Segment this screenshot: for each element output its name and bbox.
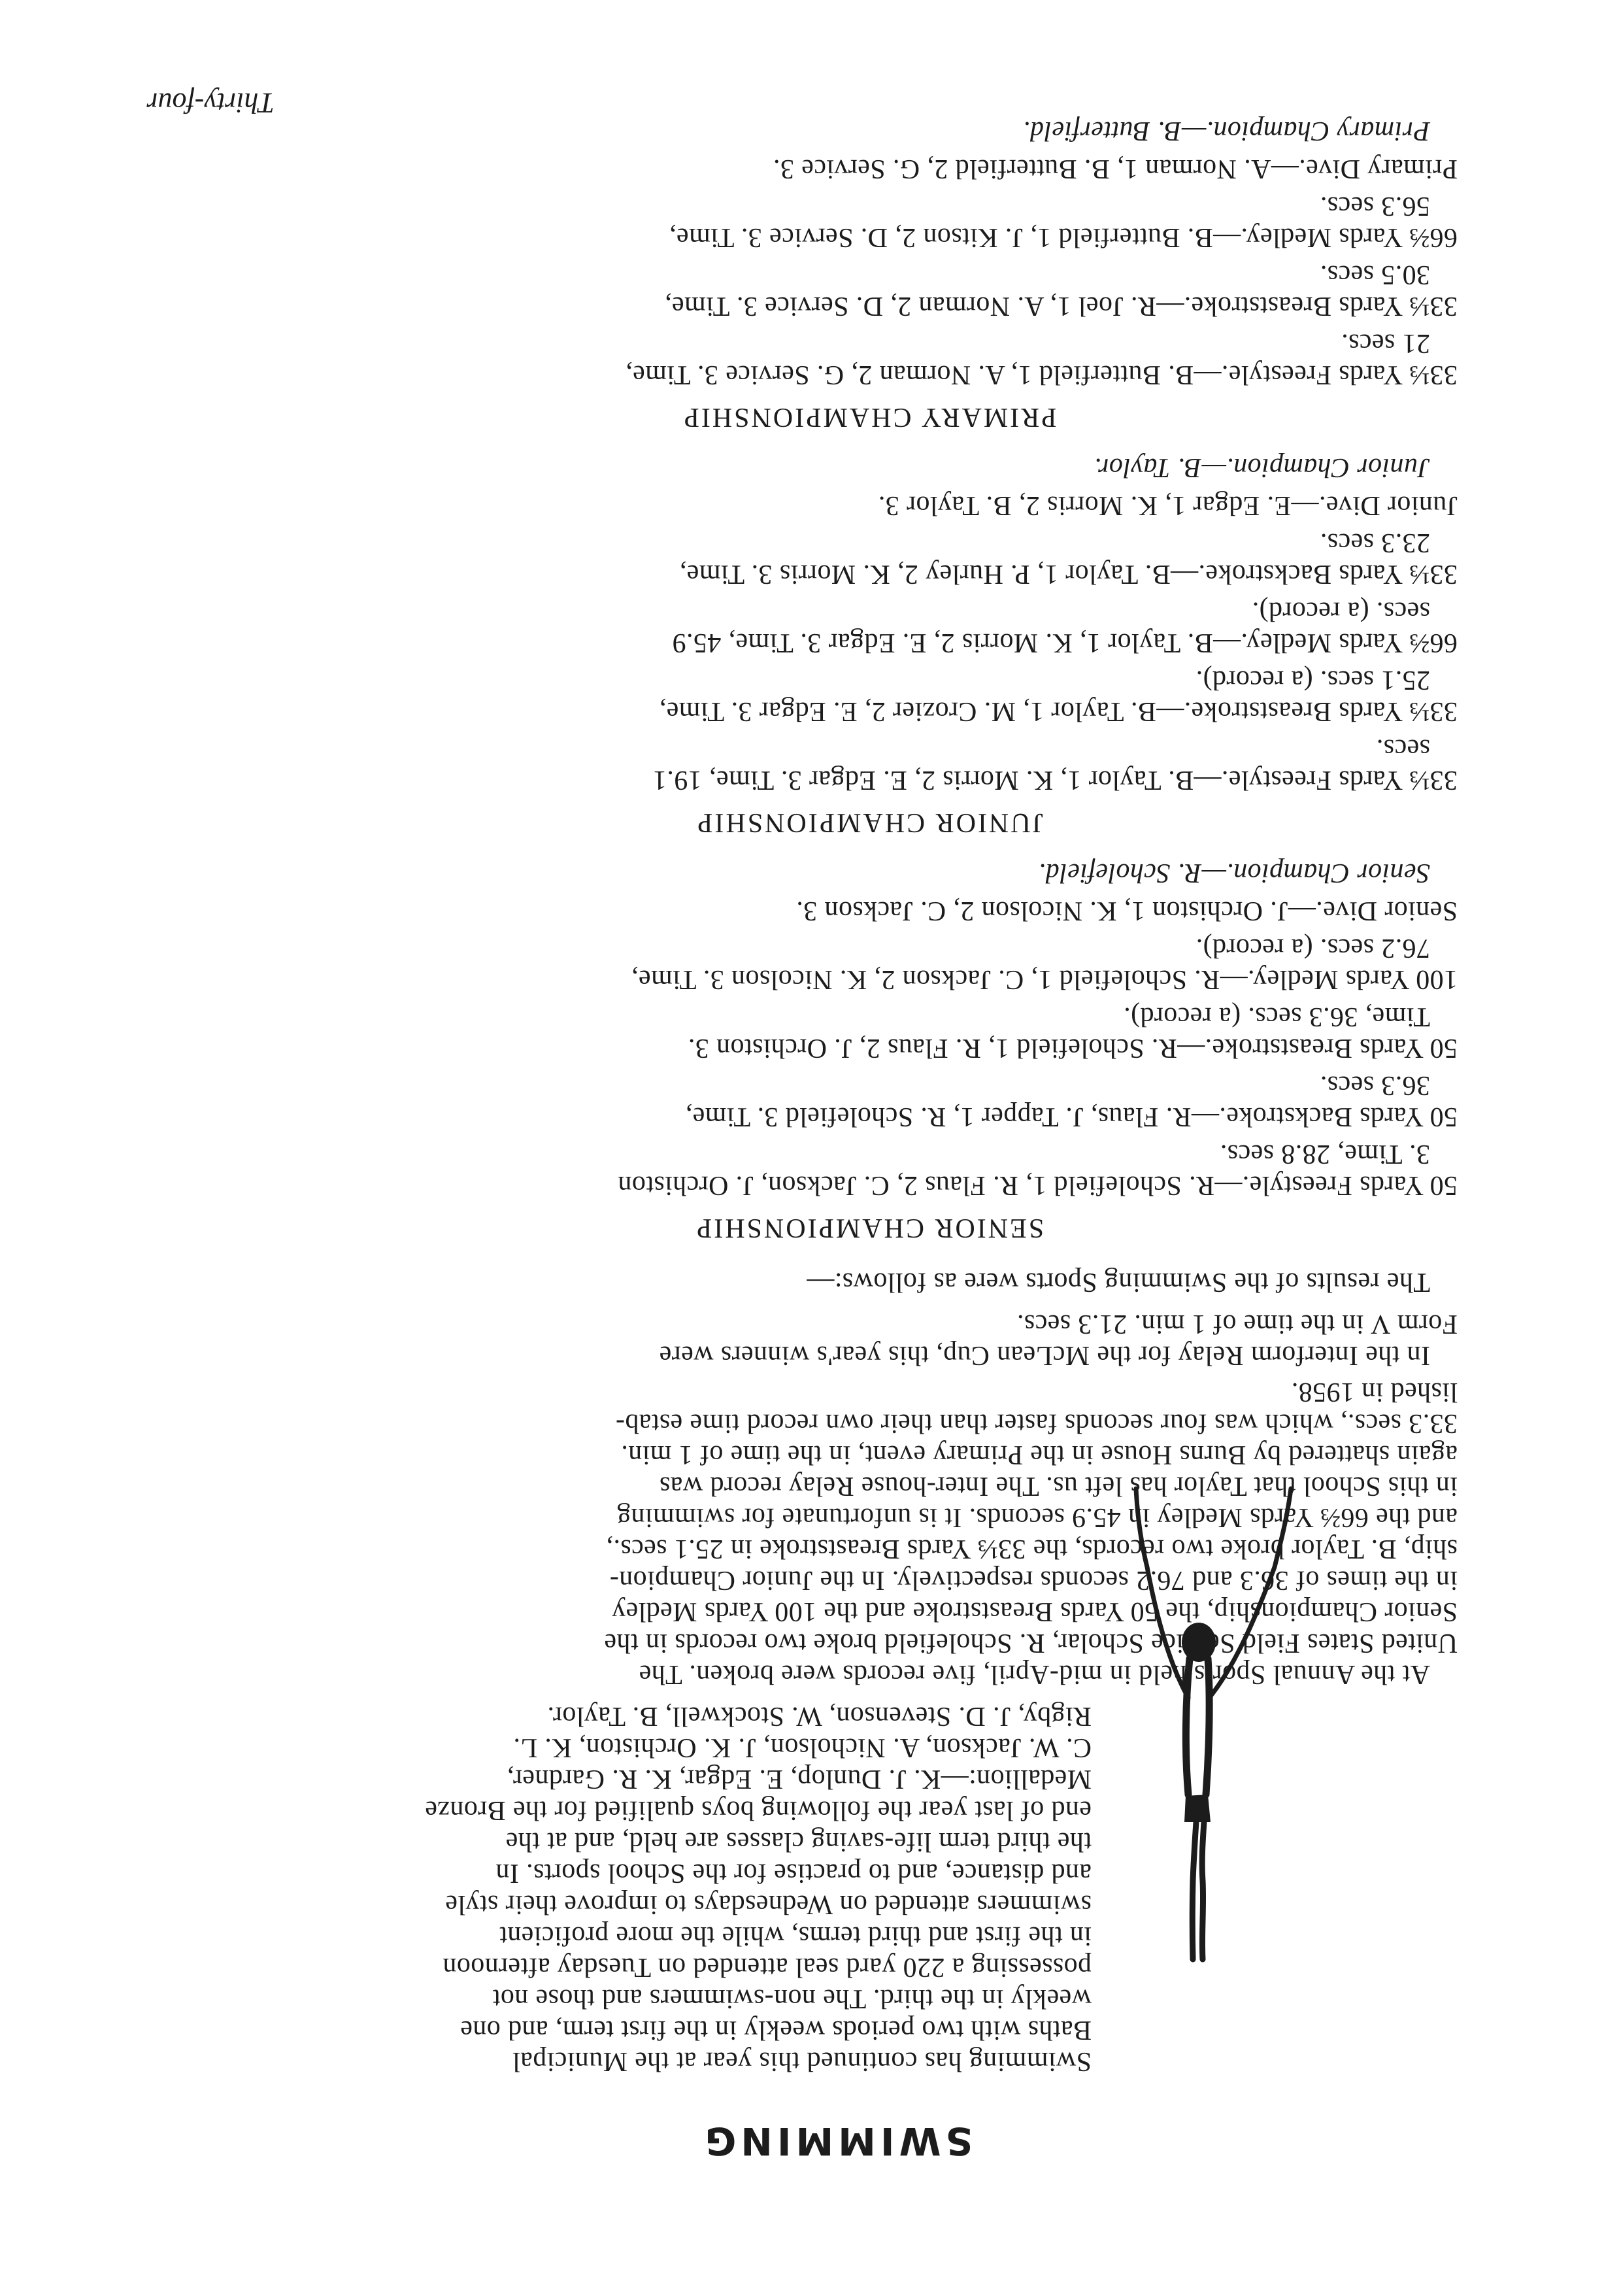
interform-line: In the Interform Relay for the McLean Cup, this year's winners were (659, 1340, 1430, 1370)
intro-line: Medallion:—K. J. Dunlop, E. Edgar, K. R. Gardner, (507, 1764, 1092, 1794)
primary-champion: Primary Champion.—B. Butterfield. (1022, 116, 1430, 146)
intro-line: Baths with two periods weekly in the first term, and one (460, 2015, 1092, 2045)
result-line: 3. Time, 28.8 secs. (1220, 1139, 1430, 1169)
result-line: 66⅔ Yards Medley.—B. Butterfield 1, J. Kitson 2, D. Service 3. Time, (669, 222, 1458, 252)
intro-line: weekly in the third. The non-swimmers and those not (492, 1984, 1092, 2014)
result-line: 21 secs. (1341, 328, 1430, 358)
result-line: 33⅓ Yards Breaststroke.—R. Joel 1, A. Norman 2, D. Service 3. Time, (664, 291, 1458, 321)
result-line: 23.3 secs. (1320, 528, 1430, 558)
result-line: 33⅓ Yards Freestyle.—B. Taylor 1, K. Morris 2, E. Edgar 3. Time, 19.1 (652, 765, 1458, 795)
junior-champion: Junior Champion.—B. Taylor. (1094, 452, 1430, 482)
records-line: Senior Championship, the 50 Yards Breaststroke and the 100 Yards Medley (611, 1596, 1458, 1627)
intro-line: the third term life-saving classes are held, and at the (505, 1827, 1092, 1857)
result-line: Junior Dive.—E. Edgar 1, K. Morris 2, B. Taylor 3. (878, 490, 1458, 520)
result-line: 50 Yards Freestyle.—R. Scholefield 1, R. Flaus 2, C. Jackson, J. Orchiston (618, 1170, 1458, 1200)
result-line: Primary Dive.—A. Norman 1, B. Butterfield 2, G. Service 3. (773, 154, 1458, 184)
result-line: 33⅓ Yards Backstroke.—B. Taylor 1, P. Hurley 2, K. Morris 3. Time, (679, 559, 1458, 589)
result-line: 56.3 secs. (1320, 191, 1430, 221)
result-line: 30.5 secs. (1320, 260, 1430, 290)
result-line: secs. (a record). (1252, 596, 1430, 626)
records-line: 33.3 secs., which was four seconds faster than their own record time estab- (615, 1408, 1458, 1438)
records-line: in this School that Taylor has left us. The Inter-house Relay record was (659, 1471, 1458, 1501)
result-line: 25.1 secs. (a record). (1195, 665, 1430, 695)
records-line: and the 66⅔ Yards Medley in 45.9 seconds. It is unfortunate for swimming (616, 1502, 1458, 1532)
result-line: 33⅓ Yards Breaststroke.—B. Taylor 1, M. Crozier 2, E. Edgar 3. Time, (659, 696, 1458, 726)
records-line: United States Field Service Scholar, R. Scholefield broke two records in the (604, 1628, 1458, 1658)
intro-line: possessing a 220 yard seal attended on Tuesday afternoon (443, 1952, 1092, 1982)
page-number: Thirty-four (146, 87, 275, 119)
result-line: 100 Yards Medley.—R. Scholefield 1, C. Jackson 2, K. Nicolson 3. Time, (631, 964, 1458, 994)
result-line: Time, 36.3 secs. (a record). (1123, 1002, 1430, 1032)
records-line: At the Annual Sports held in mid-April, five records were broken. The (639, 1659, 1430, 1689)
result-line: 50 Yards Backstroke.—R. Flaus, J. Tapper 1, R. Scholefield 3. Time, (685, 1102, 1458, 1132)
primary-heading: PRIMARY CHAMPIONSHIP (682, 402, 1057, 432)
intro-line: C. W. Jackson, A. Nicholson, J. K. Orchiston, K. L. (513, 1732, 1092, 1763)
records-line: lished in 1958. (1291, 1377, 1458, 1407)
senior-heading: SENIOR CHAMPIONSHIP (694, 1213, 1044, 1243)
records-line: ship, B. Taylor broke two records, the 33⅓ Yards Breaststroke in 25.1 secs., (606, 1534, 1458, 1564)
records-line: again shattered by Burns House in the Primary event, in the time of 1 min. (620, 1440, 1458, 1470)
result-line: 76.2 secs. (a record). (1195, 933, 1430, 963)
result-line: 36.3 secs. (1320, 1070, 1430, 1100)
result-line: secs. (1376, 734, 1430, 764)
text-column (150, 116, 1458, 2163)
result-line: 33⅓ Yards Freestyle.—B. Butterfield 1, A. Norman 2, G. Service 3. Time, (625, 360, 1458, 390)
intro-line: Rigby, J. D. Stevenson, W. Stockwell, B. Taylor. (547, 1701, 1092, 1731)
page-title: SWIMMING (700, 2119, 973, 2163)
records-line: in the times of 36.3 and 76.2 seconds respectively. In the Junior Champion- (609, 1565, 1458, 1595)
intro-line: Swimming has continued this year at the Municipal (512, 2046, 1092, 2076)
senior-champion: Senior Champion.—R. Scholefield. (1038, 858, 1430, 888)
result-line: Senior Dive.—J. Orchiston 1, K. Nicolson 2, C. Jackson 3. (795, 896, 1458, 926)
result-line: 50 Yards Breaststroke.—R. Scholefield 1, R. Flaus 2, J. Orchiston 3. (688, 1033, 1458, 1063)
intro-line: in the first and third terms, while the more proficient (499, 1921, 1092, 1951)
intro-line: end of last year the following boys qualified for the Bronze (424, 1795, 1092, 1825)
result-line: 66⅔ Yards Medley.—B. Taylor 1, K. Morris 2, E. Edgar 3. Time, 45.9 (672, 628, 1458, 658)
intro-line: and distance, and to practise for the School sports. In (495, 1858, 1092, 1888)
interform-line: Form V in the time of 1 min. 21.3 secs. (1016, 1309, 1458, 1339)
junior-heading: JUNIOR CHAMPIONSHIP (695, 807, 1043, 837)
results-intro: The results of the Swimming Sports were as follows:— (806, 1267, 1430, 1297)
intro-line: swimmers attended on Wednesdays to improve their style (444, 1889, 1092, 1919)
